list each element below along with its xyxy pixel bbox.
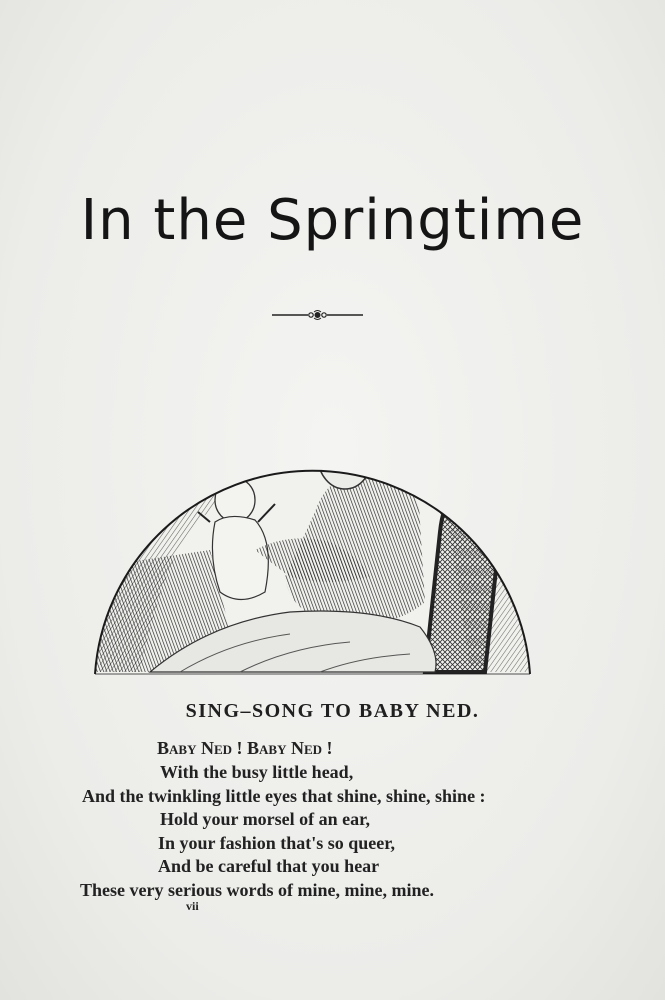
poem-line: With the busy little head, [160, 762, 354, 782]
poem-line: Hold your morsel of an ear, [160, 809, 370, 829]
page-title: In the Springtime [80, 188, 585, 253]
poem-line: These very serious words of mine, mine, mine. [80, 880, 434, 900]
poem-line: In your fashion that's so queer, [158, 833, 396, 853]
poem-line: Baby Ned ! Baby Ned ! [157, 738, 333, 758]
ornament-divider [270, 308, 365, 322]
mother-and-baby-engraving [90, 372, 535, 677]
poem-title: SING–SONG TO BABY NED. [185, 700, 480, 722]
poem-line: And be careful that you hear [158, 856, 380, 876]
poem-line: And the twinkling little eyes that shine, shine, shine : [82, 786, 486, 806]
page-number: vii [186, 899, 199, 913]
